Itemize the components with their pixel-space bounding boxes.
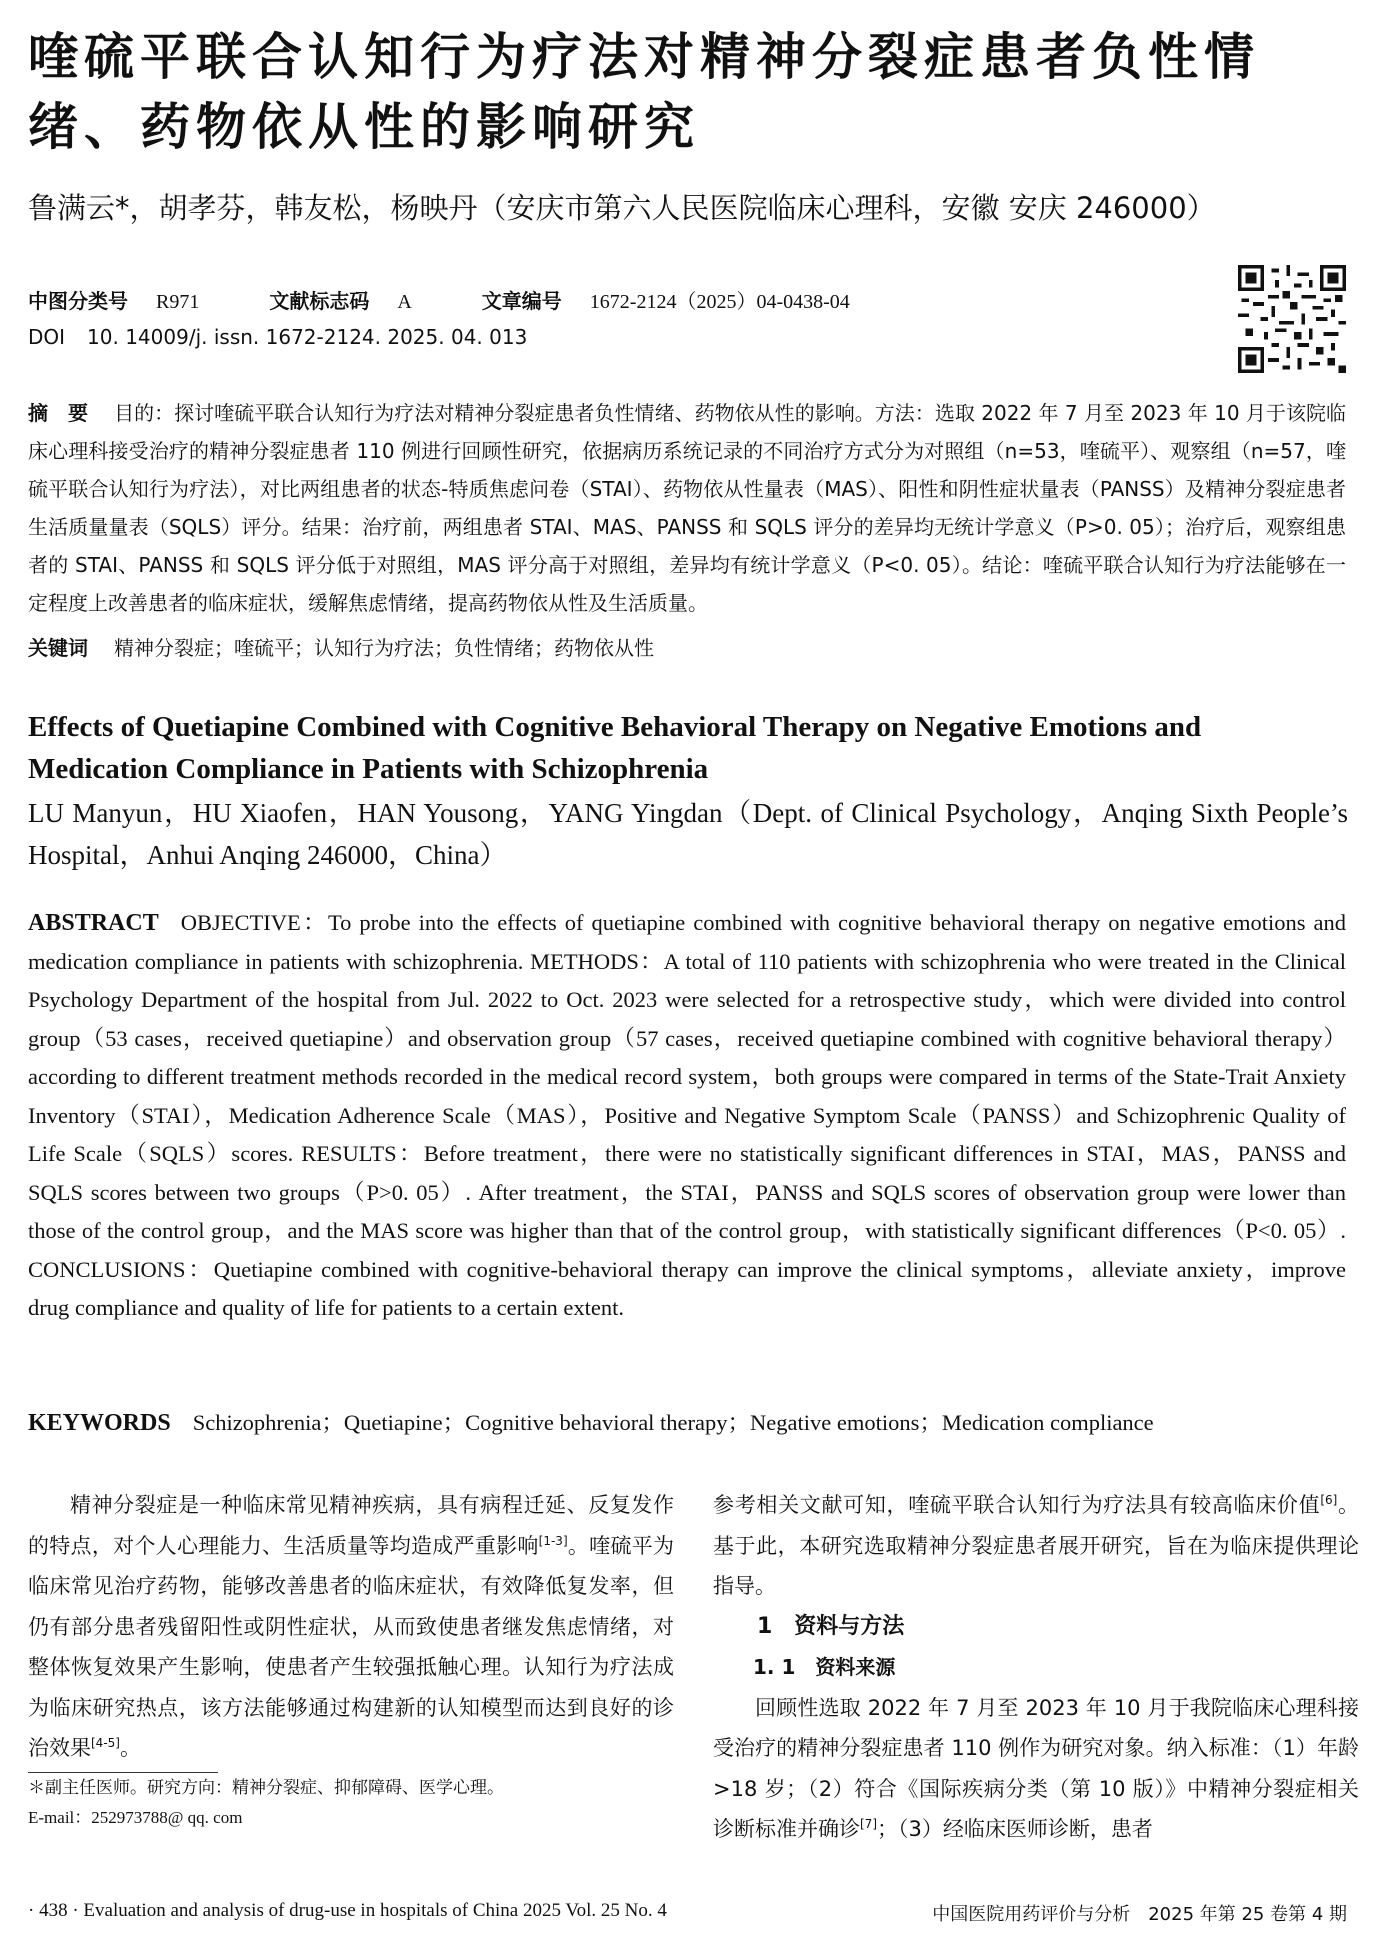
keywords-cn-label: 关键词 [28,636,88,660]
qr-code-icon [1238,265,1346,373]
meta-line-2 [28,322,527,352]
abstract-cn-label: 摘 要 [28,401,89,425]
footnote [28,1774,678,1832]
authors-en: LU Manyun，HU Xiaofen，HAN Yousong，YANG Yingdan（Dept. of Clinical Psychology，Anqing Sixth People’s Hospital，Anhui Anqing 246000，China） [28,798,1348,870]
keywords-en-text: Schizophrenia；Quetiapine；Cognitive behavioral therapy；Negative emotions；Medication compliance [192,1410,1154,1435]
ref-7: [7] [860,1817,877,1831]
clc-value: R971 [156,291,200,313]
abstract-cn [28,394,1346,622]
abstract-cn-text: 目的：探讨喹硫平联合认知行为疗法对精神分裂症患者负性情绪、药物依从性的影响。方法：选取 2022 年 7 月至 2023 年 10 月于该院临床心理科接受治疗的精神分裂症患者 110 例进行回顾性研究，依据病历系统记录的不同治疗方式分为对照组（n=53，喹硫平）、观察组（n=57，喹硫平联合认知行为疗法），对比两组患者的状态-特质焦虑问卷（STAI）、药物依从性量表（MAS）、阳性和阴性症状量表（PANSS）及精神分裂症患者生活质量量表（SQLS）评分。结果：治疗前，两组患者 STAI、MAS、PANSS 和 SQLS 评分的差异均无统计学意义（P>0. 05）；治疗后，观察组患者的 STAI、PANSS 和 SQLS 评分低于对照组，MAS 评分高于对照组，差异均有统计学意义（P<0. 05）。结论：喹硫平联合认知行为疗法能够在一定程度上改善患者的临床症状，缓解焦虑情绪，提高药物依从性及生活质量。 [28,401,1346,615]
doi-label: DOI [28,325,66,349]
intro-cont-text-b: 。基于此，本研究选取精神分裂症患者展开研究，旨在为临床提供理论指导。 [713,1493,1360,1598]
doc-code-value: A [397,291,412,313]
data-source-text-b: ；（3）经临床医师诊断，患者 [877,1817,1153,1841]
intro-text-a: 精神分裂症是一种临床常见精神疾病，具有病程迁延、反复发作的特点，对个人心理能力、生活质量等均造成严重影响 [28,1493,674,1558]
article-no-label: 文章编号 [481,289,562,313]
intro-text-b: 。喹硫平为临床常见治疗药物，能够改善患者的临床症状，有效降低复发率，但仍有部分患者残留阳性或阴性症状，从而致使患者继发焦虑情绪，对整体恢复效果产生影响，使患者产生较强抵触心理。认知行为疗法成为临床研究热点，该方法能够通过构建新的认知模型而达到良好的诊治效果 [28,1533,675,1760]
body-left-column [28,1485,674,1769]
ref-4-5: [4-5] [91,1736,120,1750]
page-title: 喹硫平联合认知行为疗法对精神分裂症患者负性情绪、药物依从性的影响研究 [28,28,1260,156]
keywords-cn [28,632,1346,664]
doi-value: 10. 14009/j. issn. 1672-2124. 2025. 04. 013 [87,325,528,349]
footer-journal-en: · 438 · Evaluation and analysis of drug-use in hospitals of China 2025 Vol. 25 No. 4 [28,1900,667,1921]
footnote-email: E-mail：252973788@ qq. com [28,1808,243,1827]
keywords-en-label: KEYWORDS [28,1410,171,1436]
section-heading-1-1: 1. 1 资料来源 [753,1655,896,1679]
section-heading-1: 1 资料与方法 [757,1613,905,1639]
footnote-divider [28,1772,218,1773]
ref-6: [6] [1320,1493,1338,1507]
keywords-cn-text: 精神分裂症；喹硫平；认知行为疗法；负性情绪；药物依从性 [114,636,654,660]
doc-code-label: 文献标志码 [269,289,370,313]
title-en: Effects of Quetiapine Combined with Cognitive Behavioral Therapy on Negative Emotions and Medication Compliance in Patients with Schizophrenia [28,711,1202,785]
abstract-en-label: ABSTRACT [28,910,159,936]
body-right-column [713,1485,1359,1850]
data-source-text-a: 回顾性选取 2022 年 7 月至 2023 年 10 月于我院临床心理科接受治疗的精神分裂症患者 110 例作为研究对象。纳入标准：（1）年龄>18 岁；（2）符合《国际疾病分类（第 10 版）》中精神分裂症相关诊断标准并确诊 [713,1695,1359,1841]
ref-1-3: [1-3] [538,1533,568,1548]
intro-paragraph [28,1485,674,1769]
data-source-paragraph [713,1688,1359,1850]
authors-cn: 鲁满云*，胡孝芬，韩友松，杨映丹（安庆市第六人民医院临床心理科，安徽 安庆 246000） [28,191,1216,225]
intro-text-c: 。 [119,1736,141,1760]
footer-journal-cn: 中国医院用药评价与分析 2025 年第 25 卷第 4 期 [932,1904,1347,1925]
intro-paragraph-cont [713,1485,1359,1607]
keywords-en [28,1405,1368,1441]
abstract-en [28,904,1346,1328]
article-no-value: 1672-2124（2025）04-0438-04 [589,291,850,313]
clc-label: 中图分类号 [28,289,128,313]
meta-line-1 [28,286,850,317]
abstract-en-text: OBJECTIVE：To probe into the effects of quetiapine combined with cognitive behavioral therapy on negative emotions and medication compliance in patients with schizophrenia. METHODS：A total of 110 patients with schizophrenia who were treated in the Clinical Psychology Department of the hospital from Jul. 2022 to Oct. 2023 were selected for a retrospective study，which were divided into control group（53 cases，received quetiapine）and observation group（57 cases，received quetiapine combined with cognitive behavioral therapy）according to different treatment methods recorded in the medical record system，both groups were compared in terms of the State-Trait Anxiety Inventory（STAI），Medication Adherence Scale（MAS），Positive and Negative Symptom Scale（PANSS）and Schizophrenic Quality of Life Scale（SQLS）scores. RESULTS：Before treatment，there were no statistically significant differences in STAI，MAS，PANSS and SQLS scores between two groups（P>0. 05）. After treatment，the STAI，PANSS and SQLS scores of observation group were lower than those of the control group，and the MAS score was higher than that of the control group，with statistically significant differences（P<0. 05）. CONCLUSIONS：Quetiapine combined with cognitive-behavioral therapy can improve the clinical symptoms，alleviate anxiety，improve drug compliance and quality of life for patients to a certain extent. [28,910,1346,1320]
intro-cont-text-a: 参考相关文献可知，喹硫平联合认知行为疗法具有较高临床价值 [713,1493,1321,1517]
footnote-author: ＊副主任医师。研究方向：精神分裂症、抑郁障碍、医学心理。 [28,1778,504,1798]
